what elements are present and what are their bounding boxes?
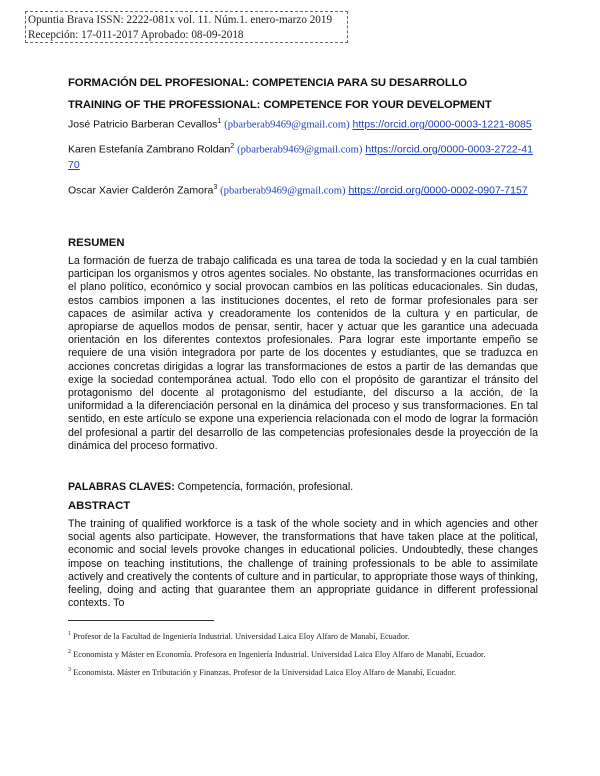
- resumen-body: La formación de fuerza de trabajo calificada es una tarea de toda la sociedad y en la cual también participan los organismos y otros agentes sociales. No obstante, las transformaciones ocurridas en el plano político, económico y social provocan cambios en las políticas educacionales. Sin dudas, estos cambios imponen a las instituciones docentes, el reto de formar profesionales para ser capaces de asimilar activa y creadoramente los contenidos de la cultura y en particular, de apropiarse de aquellos modos de pensar, sentir, hacer y actuar que les garantice una adecuada orientación en los diferentes contextos profesionales. Para lograr este importante empeño se requiere de una visión integradora por parte de los docentes y estudiantes, que se traduzca en acciones concretas dirigidas a lograr las transformaciones de estos a partir de las demandas que exige la sociedad contemporánea actual. Todo ello con el propósito de garantizar el tránsito del protagonismo del docente al protagonismo del estudiante, del discurso a la acción, de la uniformidad a la diferenciación personal en la dinámica del proceso y sus transformaciones. En tal sentido, en este artículo se expone una experiencia relacionada con el modo de lograr la formación del profesional a partir del desarrollo de las competencias profesionales desde la proyección de la dinámica del proceso formativo.: [68, 255, 538, 452]
- author-entry: [68, 139, 538, 174]
- footnote-mark: 1: [68, 631, 71, 637]
- author-email[interactable]: (pbarberab9469@gmail.com): [220, 185, 346, 196]
- author-entry: [68, 114, 538, 133]
- author-orcid-link[interactable]: https://orcid.org/0000-0002-0907-7157: [348, 184, 528, 196]
- footnote-mark: 3: [68, 666, 71, 673]
- author-orcid-link[interactable]: https://orcid.org/0000-0003-1221-8085: [352, 118, 532, 131]
- footnote: [68, 647, 538, 660]
- reception-dates-line: Recepción: 17-011-2017 Aprobado: 08-09-2018: [28, 29, 244, 41]
- journal-header-box: [25, 11, 348, 43]
- author-orcid-link[interactable]: https://orcid.org/0000-0003-2722-4170: [68, 143, 533, 171]
- title-spanish: FORMACIÓN DEL PROFESIONAL: COMPETENCIA PARA SU DESARROLLO: [68, 77, 468, 89]
- keywords-line: [68, 481, 538, 494]
- abstract-body: The training of qualified workforce is a task of the whole society and in which agencies and other social agents also participate. However, the transformations that have taken place at the political, economic and social levels provoke changes in educational policies. Undoubtedly, these changes impose on teaching institutions, the challenge of training professionals to be able to assimilate actively and creatively the contents of culture and in particular, to appropriate those ways of thinking, feeling, doing and acting that guarantee them an appropriate guidance in different professional contexts. To: [68, 518, 538, 610]
- keywords-text: Competencia, formación, profesional.: [174, 481, 354, 493]
- footnotes: [68, 629, 538, 682]
- author-footnote-mark: 2: [230, 143, 235, 150]
- footnote-divider: [68, 620, 214, 621]
- author-name: José Patricio Barberan Cevallos: [68, 118, 218, 131]
- title-block: [68, 75, 538, 119]
- footnote-text: Economista. Máster en Tributación y Finanzas. Profesor de la Universidad Laica Eloy Alfaro de Manabí, Ecuador.: [71, 667, 457, 677]
- author-footnote-mark: 3: [213, 183, 218, 191]
- author-email[interactable]: (pbarberab9469@gmail.com): [224, 119, 350, 131]
- author-name: Karen Estefanía Zambrano Roldan: [68, 143, 231, 156]
- footnote-text: Economista y Máster en Economía. Profesora en Ingeniería Industrial. Universidad Laica Eloy Alfaro de Manabí, Ecuador.: [71, 649, 486, 659]
- footnote-text: Profesor de la Facultad de Ingeniería Industrial. Universidad Laica Eloy Alfaro de Manabí, Ecuador.: [71, 631, 410, 641]
- footnote: [68, 665, 538, 678]
- abstract-heading: ABSTRACT: [68, 500, 131, 512]
- author-footnote-mark: 1: [217, 118, 222, 125]
- author-email[interactable]: (pbarberab9469@gmail.com): [237, 144, 363, 156]
- title-english: TRAINING OF THE PROFESSIONAL: COMPETENCE FOR YOUR DEVELOPMENT: [68, 99, 492, 111]
- author-entry: [68, 180, 538, 199]
- keywords-label: PALABRAS CLAVES:: [68, 481, 175, 493]
- author-list: [68, 114, 538, 205]
- journal-citation-line: Opuntia Brava ISSN: 2222-081x vol. 11. Núm.1. enero-marzo 2019: [28, 14, 333, 26]
- resumen-heading: RESUMEN: [68, 237, 125, 249]
- footnote: [68, 629, 538, 642]
- footnote-mark: 2: [68, 648, 71, 655]
- author-name: Oscar Xavier Calderón Zamora: [68, 184, 214, 196]
